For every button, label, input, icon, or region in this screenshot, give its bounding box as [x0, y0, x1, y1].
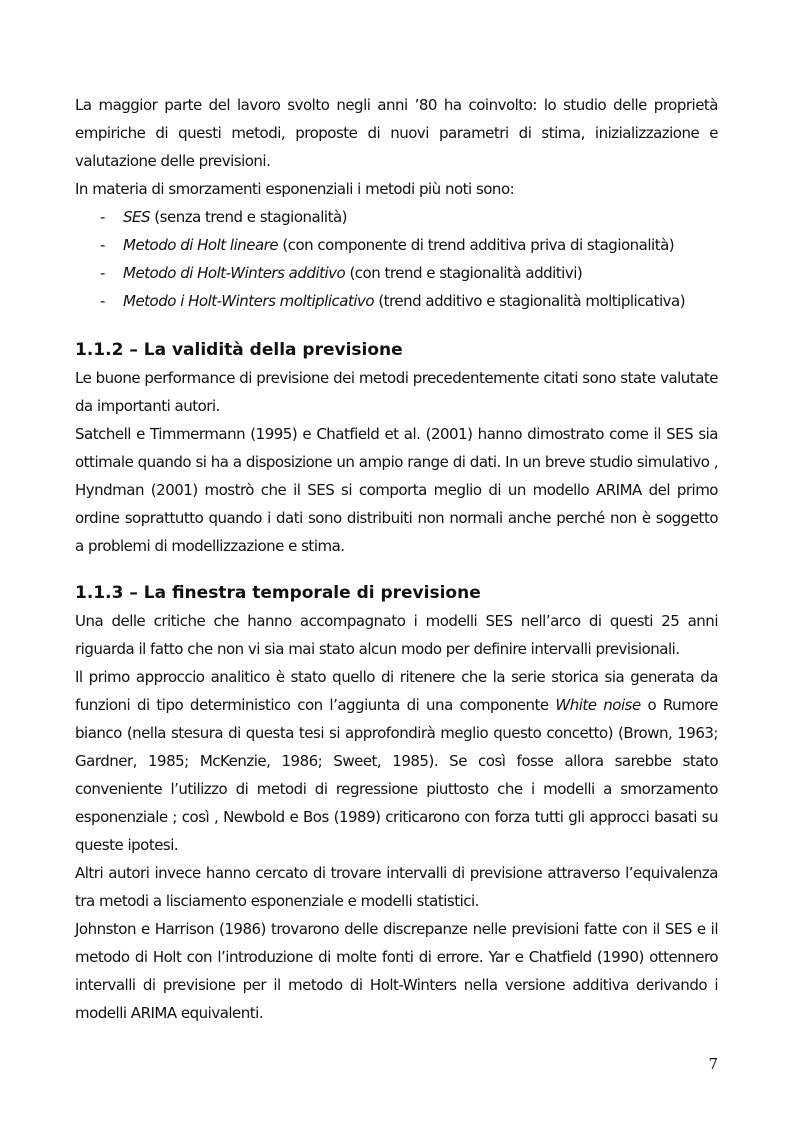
list-item: [75, 287, 718, 315]
list-dash: -: [100, 264, 105, 282]
methods-list: [75, 203, 718, 315]
section-112-paragraph-2: Satchell e Timmermann (1995) e Chatfield et al. (2001) hanno dimostrato come il SES sia ottimale quando si ha a disposizione un ampio range di dati. In un breve studio simulativo , Hyndman (2001) mostrò che il SES si comporta meglio di un modello ARIMA del primo ordine soprattutto quando i dati sono distribuiti non normali anche perché non è soggetto a problemi di modellizzazione e stima.: [75, 425, 718, 555]
methods-list-intro: In materia di smorzamenti esponenziali i metodi più noti sono:: [75, 180, 515, 198]
list-item: [75, 259, 718, 287]
section-heading-112: 1.1.2 – La validità della previsione: [75, 340, 403, 360]
intro-paragraph: La maggior parte del lavoro svolto negli anni ’80 ha coinvolto: lo studio delle proprietà empiriche di questi metodi, proposte di nuovi parametri di stima, inizializzazione e valutazione delle previsioni.: [75, 96, 718, 170]
list-dash: -: [100, 208, 105, 226]
section-heading-113: 1.1.3 – La finestra temporale di previsione: [75, 583, 481, 603]
method-name: Metodo di Holt lineare: [123, 236, 279, 254]
white-noise-term: White noise: [555, 696, 641, 714]
section-113-paragraph-3: Altri autori invece hanno cercato di trovare intervalli di previsione attraverso l’equivalenza tra metodi a lisciamento esponenziale e modelli statistici.: [75, 864, 718, 910]
method-description: (senza trend e stagionalità): [150, 208, 347, 226]
list-item: [75, 203, 718, 231]
paragraph-text: Il primo approccio analitico è stato quello di ritenere che la serie storica sia generata da funzioni di tipo deterministico con l’aggiunta di una componente: [75, 668, 718, 714]
page-content: [75, 91, 718, 1027]
paragraph-text: o Rumore bianco (nella stesura di questa tesi si approfondirà meglio questo concetto) (Brown, 1963; Gardner, 1985; McKenzie, 1986; Sweet, 1985). Se così fosse allora sarebbe stato conveniente l’utilizzo di metodi di regressione piuttosto che i modelli a smorzamento esponenziale ; così , Newbold e Bos (1989) criticarono con forza tutti gli approcci basati su queste ipotesi.: [75, 696, 718, 854]
list-dash: -: [100, 292, 105, 310]
method-name: Metodo i Holt-Winters moltiplicativo: [123, 292, 375, 310]
method-description: (trend additivo e stagionalità moltiplicativa): [374, 292, 686, 310]
page-number: 7: [708, 1055, 718, 1073]
list-dash: -: [100, 236, 105, 254]
section-113-paragraph-4: Johnston e Harrison (1986) trovarono delle discrepanze nelle previsioni fatte con il SES e il metodo di Holt con l’introduzione di molte fonti di errore. Yar e Chatfield (1990) ottennero intervalli di previsione per il metodo di Holt-Winters nella versione additiva derivando i modelli ARIMA equivalenti.: [75, 920, 718, 1022]
method-name: SES: [123, 208, 151, 226]
method-name: Metodo di Holt-Winters additivo: [123, 264, 346, 282]
method-description: (con componente di trend additiva priva di stagionalità): [278, 236, 675, 254]
method-description: (con trend e stagionalità additivi): [345, 264, 583, 282]
section-113-paragraph-2: [75, 663, 718, 859]
list-item: [75, 231, 718, 259]
section-112-paragraph-1: Le buone performance di previsione dei metodi precedentemente citati sono state valutate da importanti autori.: [75, 369, 718, 415]
section-113-paragraph-1: Una delle critiche che hanno accompagnato i modelli SES nell’arco di questi 25 anni riguarda il fatto che non vi sia mai stato alcun modo per definire intervalli previsionali.: [75, 612, 718, 658]
